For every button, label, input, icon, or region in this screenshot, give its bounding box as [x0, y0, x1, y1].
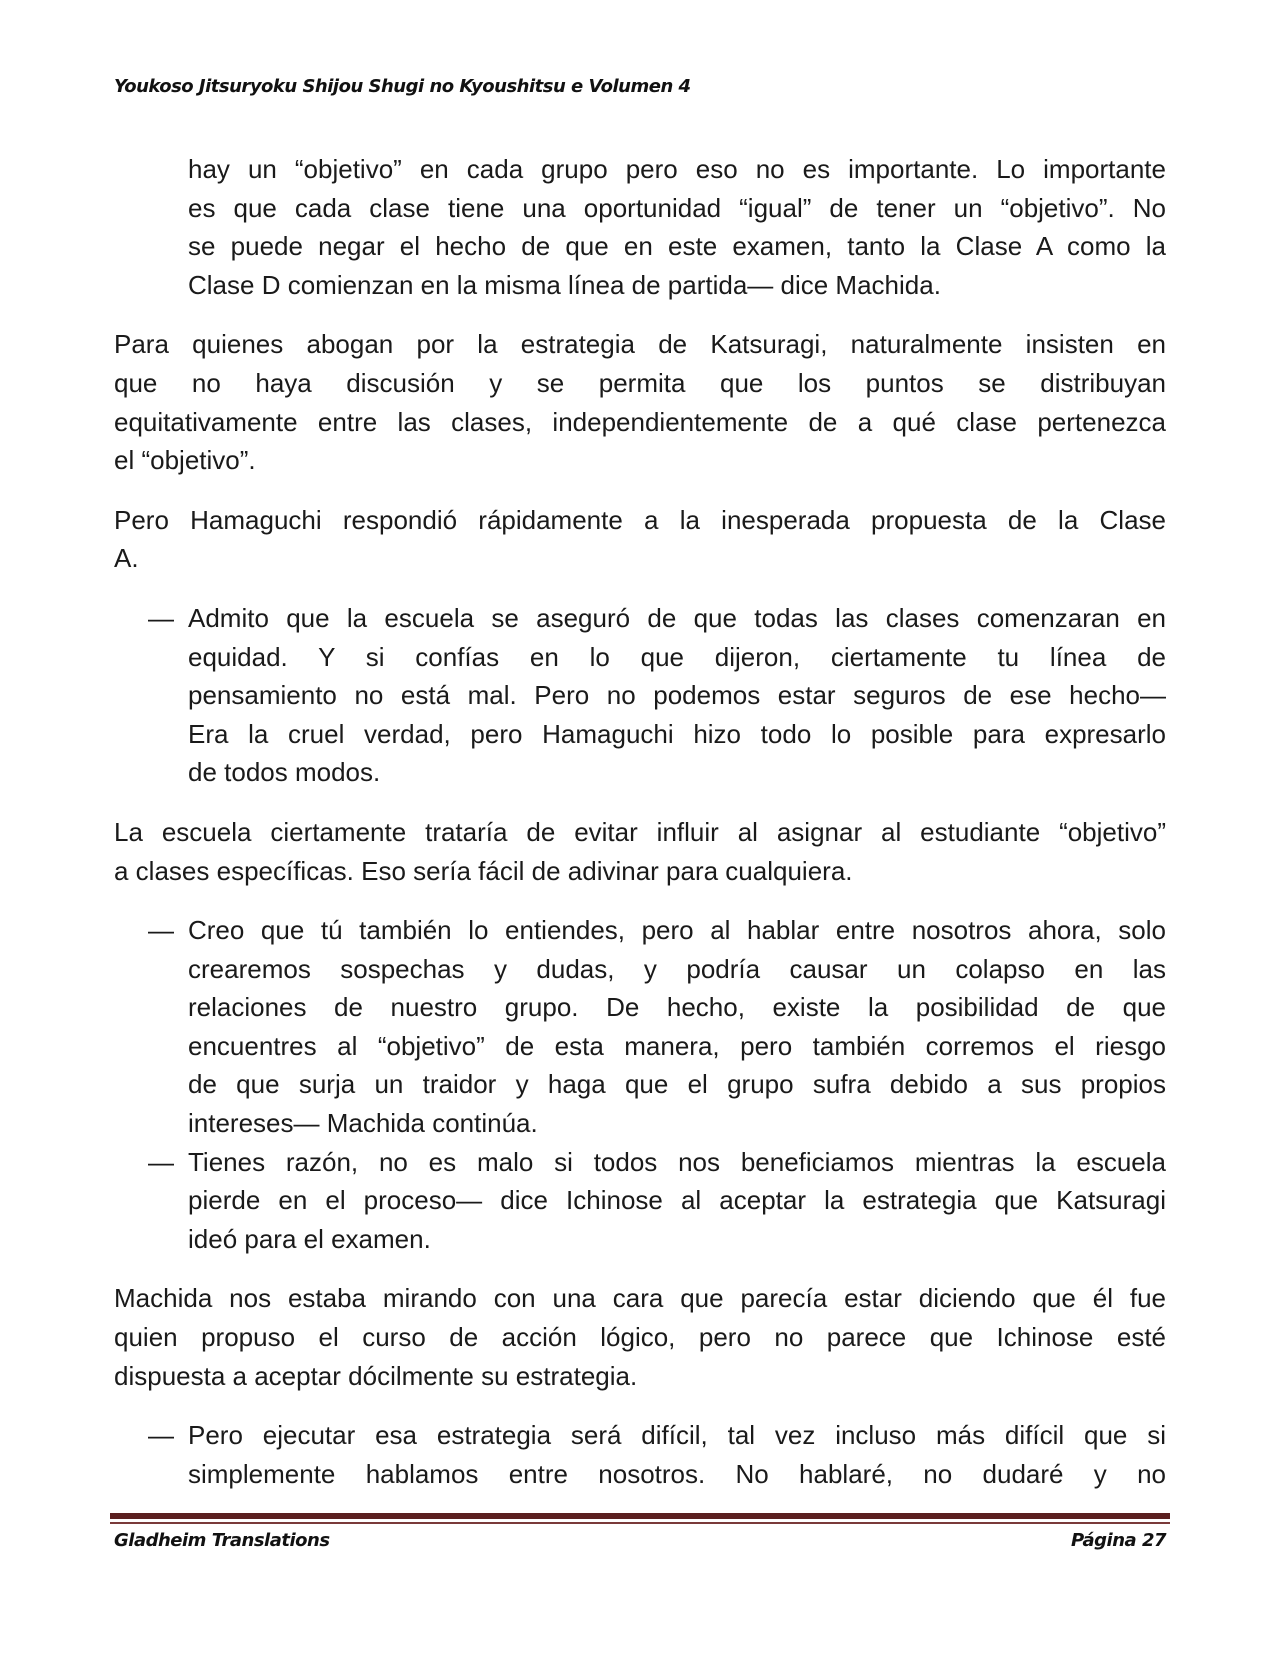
text-line: equidad. Y si confías en lo que dijeron, ciertamente tu línea de	[188, 641, 1166, 672]
text-line: intereses— Machida continúa.	[188, 1108, 538, 1139]
dialogue-paragraph	[114, 150, 1166, 304]
text-line: a clases específicas. Eso sería fácil de adivinar para cualquiera.	[114, 855, 853, 886]
text-line: que no haya discusión y se permita que los puntos se distribuyan	[114, 367, 1166, 398]
footer-rule	[110, 1513, 1170, 1519]
text-line: pierde en el proceso— dice Ichinose al aceptar la estrategia que Katsuragi	[188, 1185, 1166, 1216]
running-header: Youkoso Jitsuryoku Shijou Shugi no Kyoushitsu e Volumen 4	[114, 76, 691, 97]
dialogue-dash: —	[148, 602, 174, 633]
text-line: pensamiento no está mal. Pero no podemos estar seguros de ese hecho—	[188, 680, 1166, 711]
text-line: Creo que tú también lo entiendes, pero al hablar entre nosotros ahora, solo	[188, 915, 1166, 946]
narration-paragraph	[114, 325, 1166, 479]
text-line: A.	[114, 543, 139, 574]
text-line: Tienes razón, no es malo si todos nos beneficiamos mientras la escuela	[188, 1146, 1166, 1177]
text-line: Era la cruel verdad, pero Hamaguchi hizo todo lo posible para expresarlo	[188, 718, 1166, 749]
text-line: Para quienes abogan por la estrategia de Katsuragi, naturalmente insisten en	[114, 329, 1166, 360]
text-line: de todos modos.	[188, 757, 381, 788]
text-line: Machida nos estaba mirando con una cara que parecía estar diciendo que él fue	[114, 1283, 1166, 1314]
text-line: se puede negar el hecho de que en este examen, tanto la Clase A como la	[188, 231, 1166, 262]
text-line: hay un “objetivo” en cada grupo pero eso no es importante. Lo importante	[188, 154, 1166, 184]
text-line: Clase D comienzan en la misma línea de partida— dice Machida.	[188, 269, 941, 300]
page-body	[114, 150, 1166, 1514]
text-line: quien propuso el curso de acción lógico, pero no parece que Ichinose esté	[114, 1322, 1166, 1353]
footer-rule-thin	[110, 1522, 1170, 1524]
text-line: ideó para el examen.	[188, 1223, 431, 1254]
dialogue-paragraph	[114, 1416, 1166, 1493]
text-line: Admito que la escuela se aseguró de que todas las clases comenzaran en	[188, 602, 1166, 633]
text-line: encuentres al “objetivo” de esta manera, pero también corremos el riesgo	[188, 1030, 1166, 1061]
text-line: dispuesta a aceptar dócilmente su estrategia.	[114, 1360, 638, 1391]
dialogue-paragraph	[114, 911, 1166, 1143]
narration-paragraph	[114, 1279, 1166, 1395]
text-line: el “objetivo”.	[114, 445, 256, 476]
dialogue-dash: —	[148, 1146, 174, 1177]
text-line: relaciones de nuestro grupo. De hecho, existe la posibilidad de que	[188, 992, 1166, 1023]
narration-paragraph	[114, 501, 1166, 578]
text-line: es que cada clase tiene una oportunidad “igual” de tener un “objetivo”. No	[188, 192, 1166, 223]
dialogue-dash: —	[148, 1420, 174, 1451]
narration-paragraph	[114, 813, 1166, 890]
dialogue-dash: —	[148, 915, 174, 946]
text-line: simplemente hablamos entre nosotros. No hablaré, no dudaré y no	[188, 1458, 1166, 1489]
text-line: crearemos sospechas y dudas, y podría causar un colapso en las	[188, 953, 1166, 984]
text-line: equitativamente entre las clases, independientemente de a qué clase pertenezca	[114, 406, 1166, 437]
dialogue-paragraph	[114, 599, 1166, 792]
dialogue-paragraph	[114, 1143, 1166, 1259]
text-line: Pero ejecutar esa estrategia será difícil, tal vez incluso más difícil que si	[188, 1420, 1166, 1451]
text-line: Pero Hamaguchi respondió rápidamente a la inesperada propuesta de la Clase	[114, 504, 1166, 535]
text-line: La escuela ciertamente trataría de evitar influir al asignar al estudiante “objetivo”	[114, 816, 1166, 847]
page-number: Página 27	[1070, 1530, 1166, 1551]
footer-credit: Gladheim Translations	[114, 1530, 330, 1551]
text-line: de que surja un traidor y haga que el grupo sufra debido a sus propios	[188, 1069, 1166, 1100]
